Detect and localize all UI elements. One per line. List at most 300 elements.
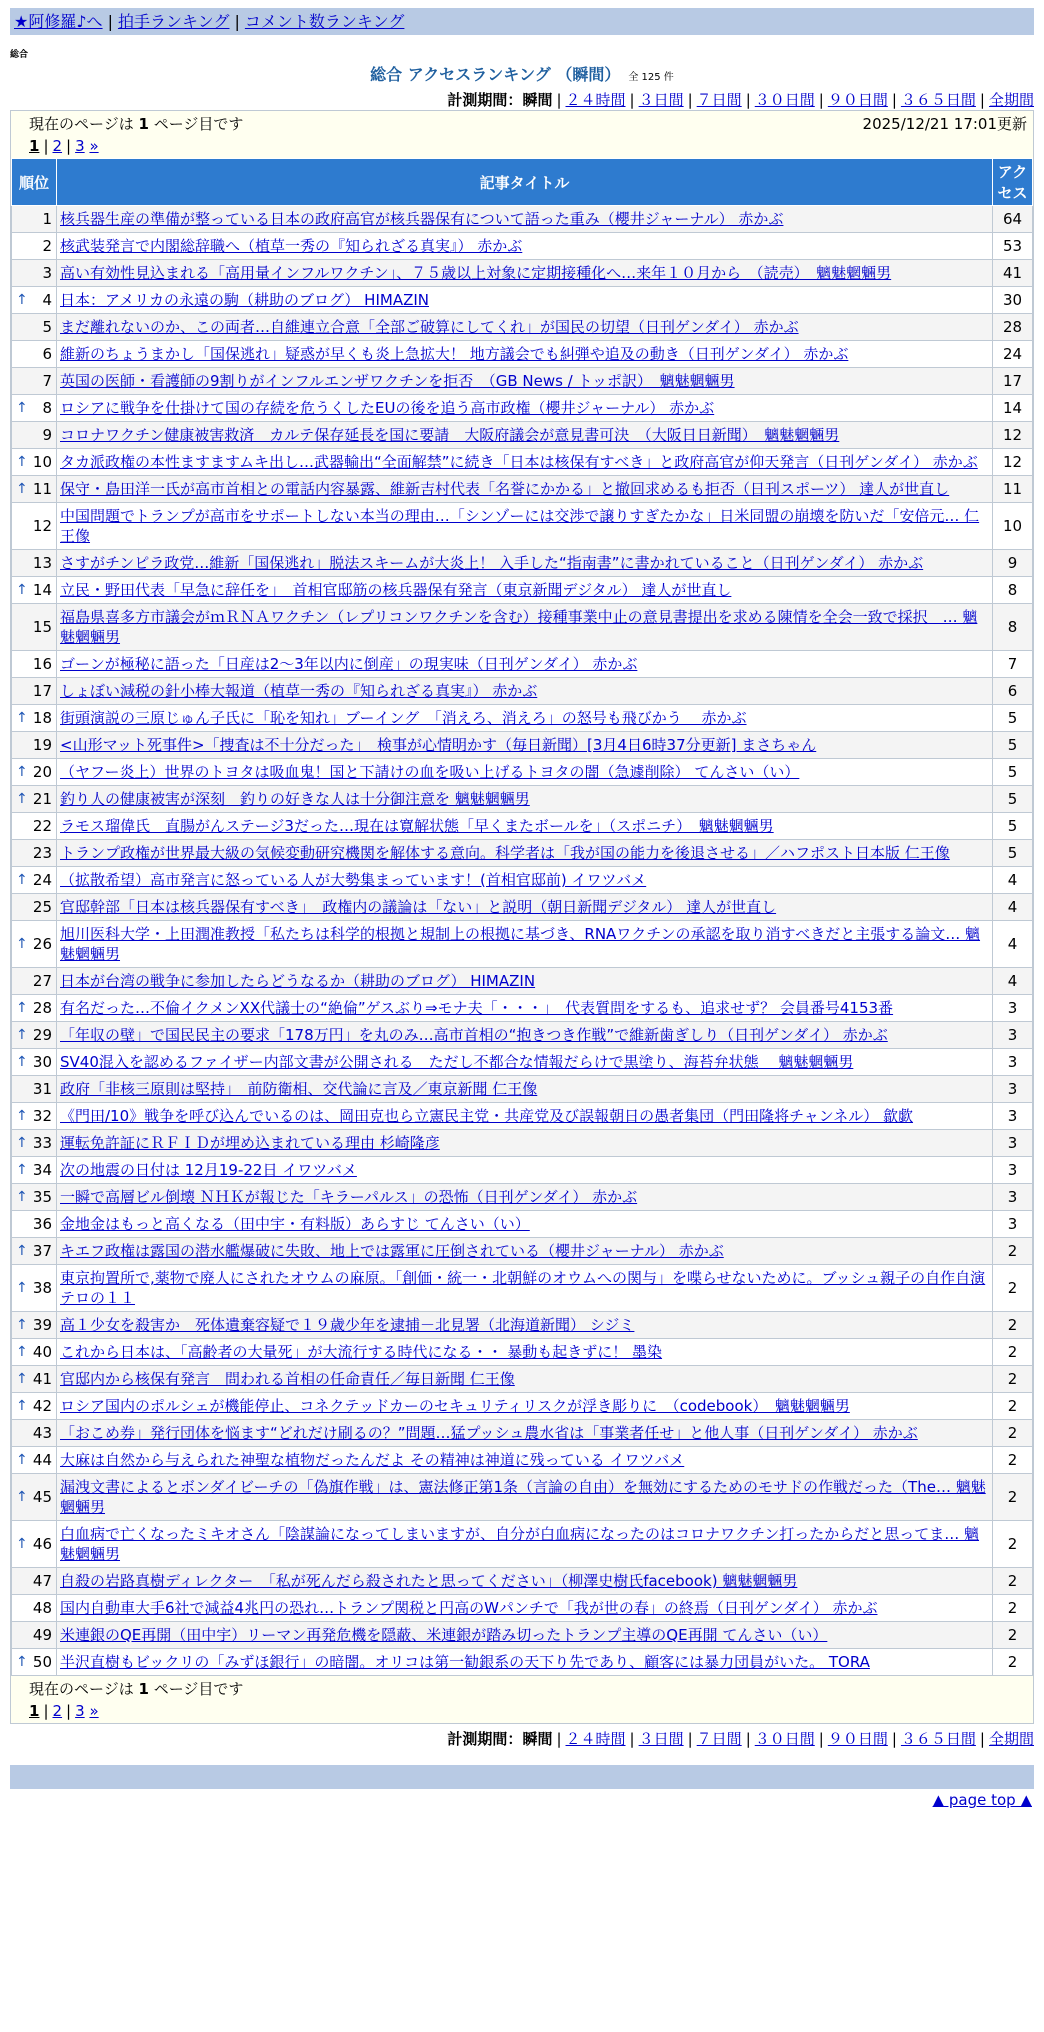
title-cell — [57, 1447, 993, 1474]
rank-cell — [12, 705, 57, 732]
article-title-link[interactable]: 政府「非核三原則は堅持」 前防衛相、交代論に言及／東京新聞 仁王像 — [60, 1080, 538, 1098]
title-cell — [57, 894, 993, 921]
period-option-link[interactable]: ９０日間 — [827, 1730, 888, 1748]
table-row — [12, 1130, 1033, 1157]
table-row — [12, 395, 1033, 422]
period-selector-bottom — [0, 1728, 1034, 1749]
rank-number: 1 — [42, 210, 52, 228]
table-row — [12, 678, 1033, 705]
rank-number: 12 — [32, 517, 52, 535]
access-count: 3 — [993, 1130, 1033, 1157]
rank-number: 22 — [32, 817, 52, 835]
access-count: 2 — [993, 1595, 1033, 1622]
rank-number: 7 — [42, 372, 52, 390]
rank-number: 46 — [32, 1535, 52, 1553]
access-count: 53 — [993, 233, 1033, 260]
article-title-link[interactable]: 「年収の壁」で国民民主の要求「178万円」を丸のみ…高市首相の“抱きつき作戦”で維新歯ぎしり（日刊ゲンダイ） 赤かぶ — [60, 1026, 888, 1044]
article-title-link[interactable]: 福島県喜多方市議会がｍＲＮＡワクチン（レプリコンワクチンを含む）接種事業中止の意見書提出を求める陳情を全会一致で採択 … 魑魅魍魎男 — [60, 608, 978, 646]
period-separator: | — [979, 1730, 985, 1748]
table-row — [12, 1265, 1033, 1312]
table-row — [12, 813, 1033, 840]
article-title-link[interactable]: 「おこめ券」発行団体を悩ます“どれだけ刷るの？”問題…猛プッシュ農水省は「事業者任せ」と他人事（日刊ゲンダイ） 赤かぶ — [60, 1424, 918, 1442]
rank-number: 24 — [32, 871, 52, 889]
access-count: 4 — [993, 968, 1033, 995]
access-count: 2 — [993, 1366, 1033, 1393]
article-title-link[interactable]: 高い有効性見込まれる「高用量インフルワクチン」、７５歳以上対象に定期接種化へ…来年１０月から （読売） 魑魅魍魎男 — [60, 264, 892, 282]
title-cell — [57, 476, 993, 503]
rank-cell — [12, 1211, 57, 1238]
rank-number: 43 — [32, 1424, 52, 1442]
title-cell — [57, 759, 993, 786]
period-label: 計測期間： — [447, 1730, 523, 1748]
rank-up-arrow-icon: ↑ — [16, 764, 28, 780]
title-cell — [57, 1521, 993, 1568]
access-count: 8 — [993, 604, 1033, 651]
access-count: 17 — [993, 368, 1033, 395]
access-count: 14 — [993, 395, 1033, 422]
title-cell — [57, 604, 993, 651]
article-title-link[interactable]: <山形マット死事件>「捜査は不十分だった」 検事が心情明かす（毎日新聞）[3月4日6時37分更新] まさちゃん — [60, 736, 817, 754]
rank-number: 36 — [32, 1215, 52, 1233]
article-title-link[interactable]: 米連銀のQE再開（田中宇）リーマン再発危機を隠蔽、米連銀が踏み切ったトランプ主導のQE再開 てんさい（い） — [60, 1626, 828, 1644]
table-row — [12, 1049, 1033, 1076]
table-row — [12, 705, 1033, 732]
rank-up-arrow-icon: ↑ — [16, 1135, 28, 1151]
title-cell — [57, 1076, 993, 1103]
article-title-link[interactable]: トランプ政権が世界最大級の気候変動研究機関を解体する意向。科学者は「我が国の能力を後退させる」／ハフポスト日本版 仁王像 — [60, 844, 950, 862]
access-count: 5 — [993, 705, 1033, 732]
rank-number: 18 — [32, 709, 52, 727]
ranking-table — [11, 158, 1033, 1676]
pager-separator: | — [66, 137, 72, 155]
rank-number: 21 — [32, 790, 52, 808]
access-count: 41 — [993, 260, 1033, 287]
rank-number: 39 — [32, 1316, 52, 1334]
rank-cell — [12, 604, 57, 651]
table-row — [12, 867, 1033, 894]
period-label: 計測期間： — [447, 91, 523, 109]
rank-number: 33 — [32, 1134, 52, 1152]
pager — [29, 136, 1027, 156]
access-count: 2 — [993, 1265, 1033, 1312]
table-row — [12, 341, 1033, 368]
pager — [29, 1701, 1027, 1721]
rank-number: 45 — [32, 1488, 52, 1506]
period-option-link[interactable]: ３６５日間 — [900, 91, 976, 109]
article-title-link[interactable]: 国内自動車大手6社で減益4兆円の恐れ…トランプ関税と円高のWパンチで「我が世の春」の終焉（日刊ゲンダイ） 赤かぶ — [60, 1599, 878, 1617]
article-title-link[interactable]: 有名だった…不倫イクメンXX代議士の“絶倫”ゲスぶり⇒モナ夫「・・・」 代表質問をするも、追求せず？ 会員番号4153番 — [60, 999, 894, 1017]
rank-cell — [12, 786, 57, 813]
title-cell — [57, 287, 993, 314]
article-title-link[interactable]: 保守・島田洋一氏が高市首相との電話内容暴露、維新吉村代表「名誉にかかる」と撤回求めるも拒否（日刊スポーツ） 達人が世直し — [60, 480, 950, 498]
access-count: 24 — [993, 341, 1033, 368]
period-option-link[interactable]: ３０日間 — [754, 1730, 815, 1748]
article-title-link[interactable]: 官邸内から核保有発言 問われる首相の任命責任／毎日新聞 仁王像 — [60, 1370, 515, 1388]
access-count: 2 — [993, 1474, 1033, 1521]
period-separator: | — [818, 1730, 824, 1748]
article-title-link[interactable]: タカ派政権の本性ますますムキ出し…武器輸出“全面解禁”に続き「日本は核保有すべき」と政府高官が仰天発言（日刊ゲンダイ） 赤かぶ — [60, 453, 978, 471]
article-title-link[interactable]: 金地金はもっと高くなる（田中宇・有料版）あらすじ てんさい（い） — [60, 1215, 530, 1233]
title-cell — [57, 233, 993, 260]
period-option-link[interactable]: ７日間 — [696, 91, 742, 109]
access-count: 2 — [993, 1568, 1033, 1595]
article-title-link[interactable]: これから日本は、「高齢者の大量死」が大流行する時代になる・・ 暴動も起きずに！ 墨染 — [60, 1343, 663, 1361]
article-title-link[interactable]: 日本が台湾の戦争に参加したらどうなるか（耕助のブログ） HIMAZIN — [60, 972, 536, 990]
article-title-link[interactable]: 一瞬で高層ビル倒壊 ＮＨＫが報じた「キラーパルス」の恐怖（日刊ゲンダイ） 赤かぶ — [60, 1188, 638, 1206]
period-separator: | — [556, 91, 562, 109]
article-title-link[interactable]: ゴーンが極秘に語った「日産は2～3年以内に倒産」の現実味（日刊ゲンダイ） 赤かぶ — [60, 655, 638, 673]
rank-cell — [12, 206, 57, 233]
table-row — [12, 233, 1033, 260]
rank-up-arrow-icon: ↑ — [16, 1371, 28, 1387]
article-title-link[interactable]: （ヤフー炎上）世界のトヨタは吸血鬼！国と下請けの血を吸い上げるトヨタの闇（急遽削除） てんさい（い） — [60, 763, 800, 781]
rank-cell — [12, 1595, 57, 1622]
rank-number: 16 — [32, 655, 52, 673]
article-title-link[interactable]: 維新のちょうまかし「国保逃れ」疑惑が早くも炎上急拡大！ 地方議会でも糾弾や追及の動き（日刊ゲンダイ） 赤かぶ — [60, 345, 849, 363]
title-cell — [57, 341, 993, 368]
rank-cell — [12, 1521, 57, 1568]
article-title-link[interactable]: 立民・野田代表「早急に辞任を」 首相官邸筋の核兵器保有発言（東京新聞デジタル） 達人が世直し — [60, 581, 732, 599]
rank-number: 41 — [32, 1370, 52, 1388]
title-cell — [57, 1312, 993, 1339]
article-title-link[interactable]: 大麻は自然から与えられた神聖な植物だったんだよ その精神は神道に残っている イワツバメ — [60, 1451, 685, 1469]
rank-number: 20 — [32, 763, 52, 781]
period-option-link[interactable]: ３６５日間 — [900, 1730, 976, 1748]
table-row — [12, 840, 1033, 867]
title-cell — [57, 651, 993, 678]
period-option-link[interactable]: ２４時間 — [565, 91, 626, 109]
title-cell — [57, 995, 993, 1022]
page-top-link[interactable]: ▲ page top ▲ — [932, 1791, 1032, 1809]
table-row — [12, 287, 1033, 314]
period-separator: | — [687, 91, 693, 109]
article-title-link[interactable]: 官邸幹部「日本は核兵器保有すべき」 政権内の議論は「ない」と説明（朝日新聞デジタル） 達人が世直し — [60, 898, 777, 916]
period-option-link[interactable]: ７日間 — [696, 1730, 742, 1748]
article-title-link[interactable]: さすがチンピラ政党…維新「国保逃れ」脱法スキームが大炎上！ 入手した“指南書”に書かれていること（日刊ゲンダイ） 赤かぶ — [60, 554, 924, 572]
rank-up-arrow-icon: ↑ — [16, 454, 28, 470]
nav-clap-ranking-link[interactable]: 拍手ランキング — [117, 12, 230, 31]
access-count: 5 — [993, 732, 1033, 759]
table-row — [12, 260, 1033, 287]
access-count: 2 — [993, 1649, 1033, 1676]
period-option-link[interactable]: ３日間 — [638, 91, 684, 109]
period-separator: | — [979, 91, 985, 109]
rank-up-arrow-icon: ↑ — [16, 400, 28, 416]
rank-up-arrow-icon: ↑ — [16, 1280, 28, 1296]
article-title-link[interactable]: 旭川医科大学・上田潤准教授「私たちは科学的根拠と規制上の根拠に基づき、RNAワクチンの承認を取り消すべきだと主張する論文… 魑魅魍魎男 — [60, 925, 981, 963]
rank-cell — [12, 1474, 57, 1521]
title-cell — [57, 550, 993, 577]
rank-up-arrow-icon: ↑ — [16, 872, 28, 888]
current-page-text: 現在のページは 1 ページ目です — [29, 1680, 244, 1698]
rank-up-arrow-icon: ↑ — [16, 1452, 28, 1468]
rank-number: 6 — [42, 345, 52, 363]
rank-cell — [12, 1339, 57, 1366]
rank-cell — [12, 894, 57, 921]
title-cell — [57, 314, 993, 341]
article-title-link[interactable]: 次の地震の日付は 12月19-22日 イワツバメ — [60, 1161, 357, 1179]
rank-cell — [12, 921, 57, 968]
title-cell — [57, 1211, 993, 1238]
period-option-link[interactable]: 全期間 — [988, 1730, 1034, 1748]
article-title-link[interactable]: まだ離れないのか、この両者…自維連立合意「全部ご破算にしてくれ」が国民の切望（日刊ゲンダイ） 赤かぶ — [60, 318, 799, 336]
rank-up-arrow-icon: ↑ — [16, 1054, 28, 1070]
rank-cell — [12, 503, 57, 550]
article-title-link[interactable]: ロシアに戦争を仕掛けて国の存続を危うくしたEUの後を追う高市政権（櫻井ジャーナル） 赤かぶ — [60, 399, 715, 417]
pager-current-page: 1 — [29, 1702, 40, 1720]
rank-cell — [12, 341, 57, 368]
period-option-link[interactable]: ３０日間 — [754, 91, 815, 109]
access-count: 3 — [993, 1211, 1033, 1238]
rank-number: 29 — [32, 1026, 52, 1044]
rank-cell — [12, 1568, 57, 1595]
article-title-link[interactable]: 高１少女を殺害か 死体遺棄容疑で１９歳少年を逮捕－北見署（北海道新聞） シジミ — [60, 1316, 635, 1334]
rank-number: 35 — [32, 1188, 52, 1206]
access-count: 10 — [993, 503, 1033, 550]
nav-home-link[interactable]: ★阿修羅♪へ — [14, 12, 103, 31]
rank-cell — [12, 651, 57, 678]
title-cell — [57, 813, 993, 840]
access-count: 30 — [993, 287, 1033, 314]
rank-up-arrow-icon: ↑ — [16, 1398, 28, 1414]
period-separator: | — [556, 1730, 562, 1748]
rank-cell — [12, 1238, 57, 1265]
pager-separator: | — [43, 1702, 49, 1720]
pager-separator: | — [43, 137, 49, 155]
access-count: 2 — [993, 1339, 1033, 1366]
rank-cell — [12, 476, 57, 503]
article-title-link[interactable]: 白血病で亡くなったミキオさん「陰謀論になってしまいますが、自分が白血病になったのはコロナワクチン打ったからだと思ってま… 魑魅魍魎男 — [60, 1525, 980, 1563]
pager-page-link[interactable]: 3 — [75, 137, 85, 155]
pager-current-page: 1 — [29, 137, 40, 155]
table-row — [12, 1447, 1033, 1474]
pager-page-link[interactable]: 3 — [75, 1702, 85, 1720]
article-title-link[interactable]: ロシア国内のポルシェが機能停止、コネクテッドカーのセキュリティリスクが浮き彫りに （codebook） 魑魅魍魎男 — [60, 1397, 850, 1415]
rank-cell — [12, 233, 57, 260]
title-cell — [57, 1184, 993, 1211]
table-row — [12, 1022, 1033, 1049]
rank-number: 15 — [32, 618, 52, 636]
rank-cell — [12, 968, 57, 995]
rank-cell — [12, 422, 57, 449]
access-count: 4 — [993, 867, 1033, 894]
article-title-link[interactable]: 核兵器生産の準備が整っている日本の政府高官が核兵器保有について語った重み（櫻井ジャーナル） 赤かぶ — [60, 210, 784, 228]
access-count: 7 — [993, 651, 1033, 678]
table-row — [12, 1238, 1033, 1265]
article-title-link[interactable]: 自殺の岩路真樹ディレクター 「私が死んだら殺されたと思ってください」（柳澤史樹氏facebook) 魑魅魍魎男 — [60, 1572, 798, 1590]
rank-up-arrow-icon: ↑ — [16, 1000, 28, 1016]
title-cell — [57, 422, 993, 449]
access-count: 12 — [993, 449, 1033, 476]
rank-number: 14 — [32, 581, 52, 599]
rank-up-arrow-icon: ↑ — [16, 1189, 28, 1205]
rank-cell — [12, 368, 57, 395]
access-count: 64 — [993, 206, 1033, 233]
period-current: 瞬間 — [522, 1730, 553, 1748]
pager-page-link[interactable]: 2 — [52, 137, 63, 155]
access-count: 3 — [993, 995, 1033, 1022]
table-row — [12, 1076, 1033, 1103]
rank-cell — [12, 1157, 57, 1184]
rank-cell — [12, 1265, 57, 1312]
table-row — [12, 503, 1033, 550]
title-cell — [57, 921, 993, 968]
period-separator: | — [745, 1730, 751, 1748]
rank-cell — [12, 1312, 57, 1339]
rank-number: 4 — [42, 291, 52, 309]
access-count: 3 — [993, 1184, 1033, 1211]
access-count: 8 — [993, 577, 1033, 604]
title-cell — [57, 260, 993, 287]
title-header: 記事タイトル — [57, 159, 993, 206]
period-option-link[interactable]: ２４時間 — [565, 1730, 626, 1748]
title-cell — [57, 1049, 993, 1076]
period-current: 瞬間 — [522, 91, 553, 109]
rank-up-arrow-icon: ↑ — [16, 1536, 28, 1552]
title-cell — [57, 1130, 993, 1157]
period-separator: | — [629, 1730, 635, 1748]
pager-page-link[interactable]: 2 — [52, 1702, 63, 1720]
table-row — [12, 368, 1033, 395]
rank-cell — [12, 1076, 57, 1103]
category-label: 総合 — [10, 50, 29, 60]
period-option-link[interactable]: ３日間 — [638, 1730, 684, 1748]
rank-number: 26 — [32, 935, 52, 953]
rank-cell — [12, 1622, 57, 1649]
title-cell — [57, 1595, 993, 1622]
table-row — [12, 1157, 1033, 1184]
title-cell — [57, 732, 993, 759]
current-page-text: 現在のページは 1 ページ目です — [29, 115, 244, 133]
rank-number: 48 — [32, 1599, 52, 1617]
table-row — [12, 968, 1033, 995]
article-title-link[interactable]: 運転免許証にＲＦＩＤが埋め込まれている理由 杉崎隆彦 — [60, 1134, 440, 1152]
title-cell — [57, 867, 993, 894]
period-separator: | — [891, 1730, 897, 1748]
access-count: 3 — [993, 1022, 1033, 1049]
rank-up-arrow-icon: ↑ — [16, 481, 28, 497]
access-count: 5 — [993, 759, 1033, 786]
rank-cell — [12, 1366, 57, 1393]
nav-separator: | — [107, 12, 113, 31]
article-title-link[interactable]: SV40混入を認めるファイザー内部文書が公開される ただし不都合な情報だらけで黒塗り、海苔弁状態 魑魅魍魎男 — [60, 1053, 854, 1071]
table-row — [12, 476, 1033, 503]
title-cell — [57, 395, 993, 422]
rank-cell — [12, 577, 57, 604]
rank-up-arrow-icon: ↑ — [16, 292, 28, 308]
rank-cell — [12, 449, 57, 476]
article-title-link[interactable]: （拡散希望）高市発言に怒っている人が大勢集まっています！(首相官邸前) イワツバメ — [60, 871, 647, 889]
title-cell — [57, 1393, 993, 1420]
page-title: 総合 アクセスランキング （瞬間） — [370, 65, 621, 84]
period-option-link[interactable]: 全期間 — [988, 91, 1034, 109]
rank-number: 13 — [32, 554, 52, 572]
access-count: 11 — [993, 476, 1033, 503]
pager-next-link[interactable]: » — [89, 1702, 99, 1720]
rank-up-arrow-icon: ↑ — [16, 1344, 28, 1360]
rank-number: 23 — [32, 844, 52, 862]
access-count: 5 — [993, 813, 1033, 840]
table-row — [12, 604, 1033, 651]
title-cell — [57, 503, 993, 550]
table-row — [12, 1393, 1033, 1420]
ranking-panel — [10, 110, 1034, 1724]
table-row — [12, 206, 1033, 233]
rank-number: 9 — [42, 426, 52, 444]
table-row — [12, 894, 1033, 921]
rank-cell — [12, 759, 57, 786]
rank-number: 38 — [32, 1279, 52, 1297]
table-row — [12, 732, 1033, 759]
rank-up-arrow-icon: ↑ — [16, 791, 28, 807]
access-count: 2 — [993, 1447, 1033, 1474]
article-title-link[interactable]: 釣り人の健康被害が深刻 釣りの好きな人は十分御注意を 魑魅魍魎男 — [60, 790, 530, 808]
rank-up-arrow-icon: ↑ — [16, 582, 28, 598]
article-title-link[interactable]: キエフ政権は露国の潜水艦爆破に失敗、地上では露軍に圧倒されている（櫻井ジャーナル） 赤かぶ — [60, 1242, 724, 1260]
article-title-link[interactable]: 英国の医師・看護師の9割りがインフルエンザワクチンを拒否 （GB News / トッポ訳） 魑魅魍魎男 — [60, 372, 735, 390]
access-count: 5 — [993, 786, 1033, 813]
access-count: 9 — [993, 550, 1033, 577]
access-count: 2 — [993, 1393, 1033, 1420]
rank-number: 5 — [42, 318, 52, 336]
rank-number: 25 — [32, 898, 52, 916]
rank-up-arrow-icon: ↑ — [16, 710, 28, 726]
article-title-link[interactable]: 中国問題でトランプが高市をサポートしない本当の理由…「シンゾーには交渉で譲りすぎたかな」日米同盟の崩壊を防いだ「安倍元… 仁王像 — [60, 507, 980, 545]
period-separator: | — [891, 91, 897, 109]
title-cell — [57, 1238, 993, 1265]
nav-comment-ranking-link[interactable]: コメント数ランキング — [244, 12, 405, 31]
article-title-link[interactable]: 街頭演説の三原じゅん子氏に「恥を知れ」ブーイング 「消えろ、消えろ」の怒号も飛びかう 赤かぶ — [60, 709, 747, 727]
rank-cell — [12, 314, 57, 341]
rank-number: 11 — [32, 480, 52, 498]
article-title-link[interactable]: 半沢直樹もビックリの「みずほ銀行」の暗闇。オリコは第一勧銀系の天下り先であり、顧客には暴力団員がいた。 TORA — [60, 1653, 870, 1671]
access-count: 2 — [993, 1238, 1033, 1265]
article-title-link[interactable]: ラモス瑠偉氏 直腸がんステージ3だった…現在は寛解状態「早くまたボールを」（スポニチ） 魑魅魍魎男 — [60, 817, 774, 835]
table-row — [12, 1420, 1033, 1447]
title-cell — [57, 1366, 993, 1393]
article-title-link[interactable]: 《門田/10》戦争を呼び込んでいるのは、岡田克也ら立憲民主党・共産党及び誤報朝日の愚者集団（門田隆将チャンネル） 歙歔 — [60, 1107, 914, 1125]
title-cell — [57, 1022, 993, 1049]
rank-up-arrow-icon: ↑ — [16, 1108, 28, 1124]
period-separator: | — [629, 91, 635, 109]
page-info-bottom — [11, 1676, 1033, 1723]
rank-up-arrow-icon: ↑ — [16, 1027, 28, 1043]
article-title-link[interactable]: 漏洩文書によるとボンダイビーチの「偽旗作戦」は、憲法修正第1条（言論の自由）を無効にするためのモサドの作戦だった（The… 魑魅魍魎男 — [60, 1478, 986, 1516]
table-row — [12, 1649, 1033, 1676]
period-separator: | — [818, 91, 824, 109]
period-separator: | — [745, 91, 751, 109]
period-option-link[interactable]: ９０日間 — [827, 91, 888, 109]
table-row — [12, 577, 1033, 604]
article-title-link[interactable]: しょぼい減税の針小棒大報道（植草一秀の『知られざる真実』） 赤かぶ — [60, 682, 538, 700]
title-cell — [57, 206, 993, 233]
table-row — [12, 1521, 1033, 1568]
rank-number: 19 — [32, 736, 52, 754]
rank-number: 30 — [32, 1053, 52, 1071]
table-row — [12, 1312, 1033, 1339]
footer-bar — [10, 1765, 1034, 1789]
article-title-link[interactable]: 東京拘置所で,薬物で廃人にされたオウムの麻原。「創価・統一・北朝鮮のオウムへの関与」を喋らせないために。ブッシュ親子の自作自演テロの１１ — [60, 1269, 986, 1307]
pager-next-link[interactable]: » — [89, 137, 99, 155]
table-row — [12, 1595, 1033, 1622]
article-title-link[interactable]: コロナワクチン健康被害救済 カルテ保存延長を国に要請 大阪府議会が意見書可決 （大阪日日新聞） 魑魅魍魎男 — [60, 426, 840, 444]
access-count: 5 — [993, 840, 1033, 867]
table-row — [12, 1211, 1033, 1238]
article-title-link[interactable]: 日本：アメリカの永遠の駒（耕助のブログ） HIMAZIN — [60, 291, 429, 309]
article-title-link[interactable]: 核武装発言で内閣総辞職へ（植草一秀の『知られざる真実』） 赤かぶ — [60, 237, 523, 255]
table-row — [12, 759, 1033, 786]
table-row — [12, 1474, 1033, 1521]
